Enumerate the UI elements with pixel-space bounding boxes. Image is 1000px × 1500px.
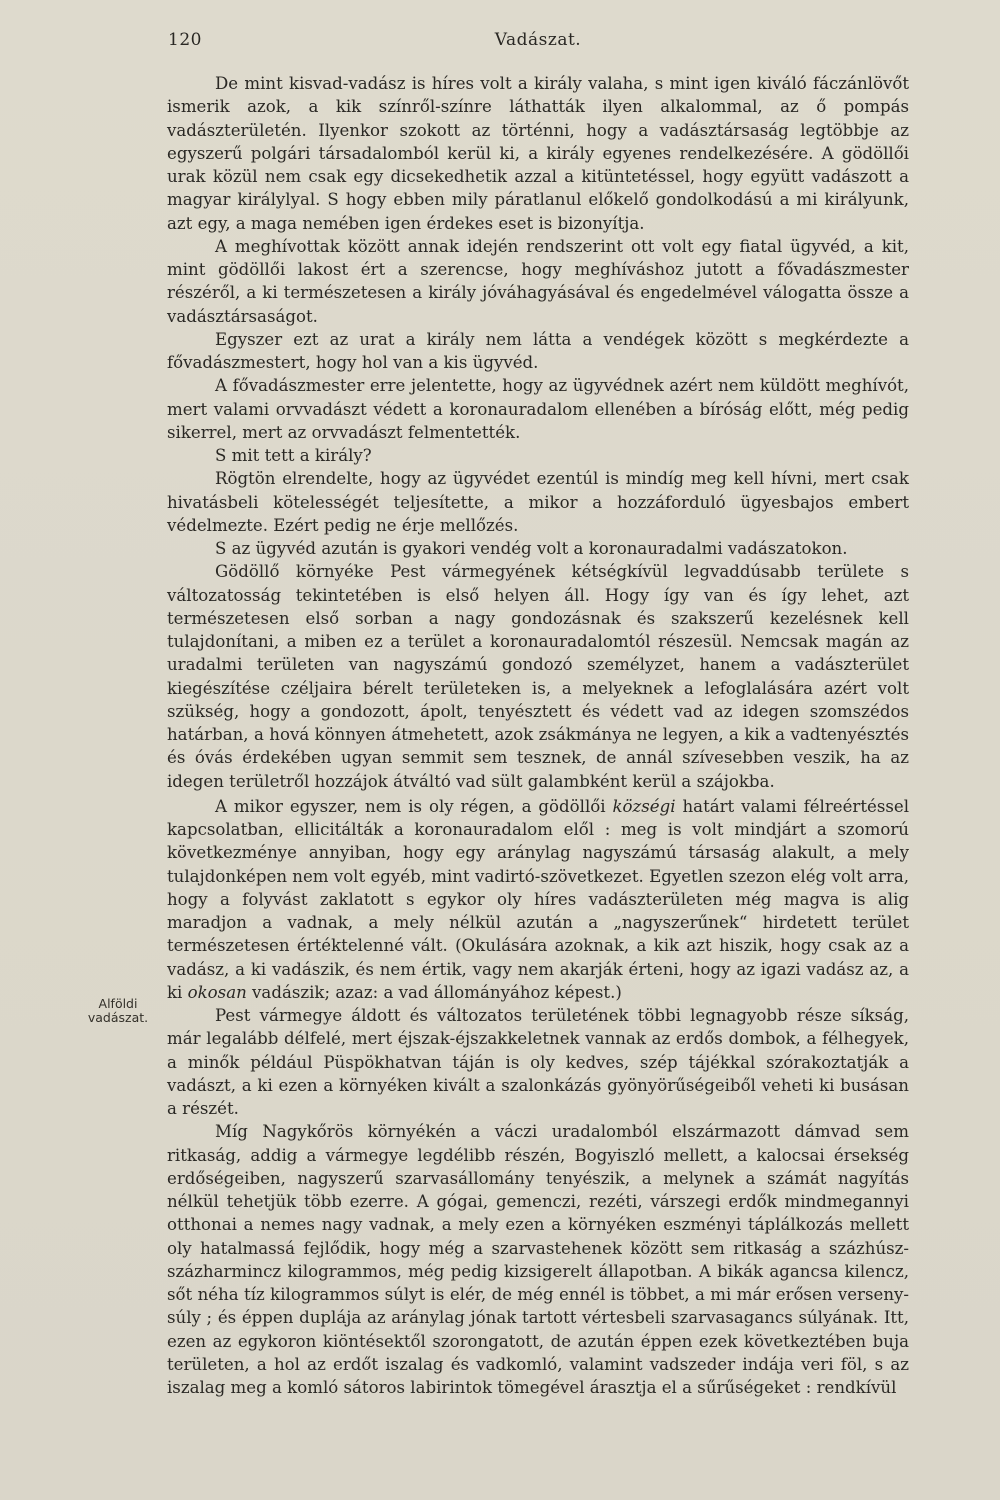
paragraph-text: vadászik; azaz: a vad állományához képest.) xyxy=(246,982,622,1002)
emphasis-text: okosan xyxy=(187,982,247,1002)
paragraph: A meghívottak között annak idején rendszerint ott volt egy fiatal ügyvéd, a kit, mint gödöllői lakost ért a szerencse, hogy meghíváshoz jutott a fővadászmester részéről, a ki természetesen a király jóváhagyásával és engedelmével válogatta össze a vadásztársaságot. xyxy=(167,236,909,326)
paragraph: Míg Nagykőrös környékén a váczi uradalomból elszármazott dámvad sem ritkaság, addig a vármegye legdélibb részén, Bogyiszló mellett, a kalocsai érsekség erdőségeiben, nagyszerű szarvasállomány tenyészik, a melynek a számát nagyítás nélkül tehetjük több ezerre. A gógai, gemenczi, rezéti, várszegi erdők mindmegannyi otthonai a nemes nagy vadnak, a mely ezen a környéken eszményi táplálkozás mellett oly hatalmassá fejlődik, hogy még a szarvastehenek között sem ritkaság a százhúsz-százharmincz kilogrammos, még pedig kizsigerelt állapotban. A bikák agancsa kilencz, sőt néha tíz kilogrammos súlyt is elér, de még ennél is többet, a mi már erősen verseny-súly ; és éppen duplája az aránylag jónak tartott vértesbeli szarvasagancs súlyának. Itt, ezen az egykoron kiöntésektől szorongatott, de azután éppen ezek következtében buja területen, a hol az erdőt iszalag és vadkomló, valamint vadszeder indája veri föl, s az iszalag meg a komló sátoros labirintok tömegével árasztja el a sűrűségeket : rendkívül xyxy=(167,1122,909,1397)
paragraph: De mint kisvad-vadász is híres volt a király valaha, s mint igen kiváló fáczánlövőt ismerik azok, a kik színről-színre láthatták ilyen alkalommal, az ő pompás vadászterületén. Ilyenkor szokott az történni, hogy a vadásztársaság legtöbbje az egyszerű polgári társadalomból kerül ki, a király egyenes rendelkezésére. A gödöllői urak közül nem csak egy dicsekedhetik azzal a kitüntetéssel, hogy együtt vadászott a magyar királylyal. S hogy ebben mily páratlanul előkelő gondolkodású a mi királyunk, azt egy, a maga nemében igen érdekes eset is bizonyítja. xyxy=(167,74,909,233)
paragraph: S mit tett a király? xyxy=(215,446,372,465)
paragraph: A fővadászmester erre jelentette, hogy az ügyvédnek azért nem küldött meghívót, mert valami orvvadászt védett a koronauradalom ellenében a bíróság előtt, még pedig sikerrel, mert az orvvadászt felmentették. xyxy=(167,376,909,442)
body-text xyxy=(167,72,909,1399)
paragraph: Egyszer ezt az urat a király nem látta a vendégek között s megkérdezte a fővadászmestert, hogy hol van a kis ügyvéd. xyxy=(167,329,909,372)
paragraph xyxy=(167,795,909,1004)
margin-note-line: Alföldi xyxy=(98,996,138,1011)
paragraph: Gödöllő környéke Pest vármegyének kétségkívül legvaddúsabb területe s változatosság tekintetében is első helyen áll. Hogy így van és így lehet, azt természetesen első sorban a nagy gondozásnak és szakszerű kezelésnek kell tulajdonítani, a miben ez a terület a koronauradalomtól részesül. Nemcsak magán az uradalmi területen van nagyszámú gondozó személyzet, hanem a vadászterület kiegészítése czéljaira bérelt területeken is, a melyeknek a lefoglalására azért volt szükség, hogy a gondozott, ápolt, tenyésztett és védett vad az idegen szomszédos határban, a hová könnyen átmehetett, azok zsákmánya ne legyen, a kik a vadtenyésztés és óvás érdekében ugyan semmit sem tesznek, de annál szívesebben veszik, ha az idegen területről hozzájok átváltó vad sült galambként kerül a szájokba. xyxy=(167,562,909,791)
running-head xyxy=(168,30,908,54)
emphasis-text: községi xyxy=(612,796,676,816)
paragraph: Rögtön elrendelte, hogy az ügyvédet ezentúl is mindíg meg kell hívni, mert csak hivatásbeli kötelességét teljesítette, a mikor a hozzáforduló ügyesbajos embert védelmezte. Ezért pedig ne érje mellőzés. xyxy=(167,469,909,535)
paragraph: S az ügyvéd azután is gyakori vendég volt a koronauradalmi vadászatokon. xyxy=(215,539,848,558)
page-number: 120 xyxy=(168,30,202,50)
margin-note-line: vadászat. xyxy=(87,1010,149,1025)
margin-note xyxy=(78,997,158,1025)
running-title: Vadászat. xyxy=(494,30,582,50)
paragraph: Pest vármegye áldott és változatos területének többi legnagyobb része síkság, már legalább délfelé, mert éjszak-éjszakkeletnek vannak az erdős dombok, a félhegyek, a minők például Püspökhatvan táján is oly kedves, szép tájékkal szórakoztatják a vadászt, a ki ezen a környéken kivált a szalonkázás gyönyörűségeiből veheti ki busásan a részét. xyxy=(167,1006,909,1118)
paragraph-text: határt valami félreértéssel kapcsolatban, ellicitálták a koronauradalom elől : meg is volt mindjárt a szomorú következménye annyiban, hogy egy aránylag nagyszámú társaság alakult, a mely tulajdonképen nem volt egyéb, mint vadirtó-szövetkezet. Egyetlen szezon elég volt arra, hogy a folyvást zaklatott s egykor oly híres vadászterületen még magva is alig maradjon a vadnak, a mely nélkül azután a „nagyszerűnek“ hirdetett terület természetesen értéktelenné vált. (Okulására azoknak, a kik azt hiszik, hogy csak az a vadász, a ki vadászik, és nem értik, vagy nem akarják érteni, hogy az igazi vadász az, a ki xyxy=(167,796,909,1002)
paragraph-text: A mikor egyszer, nem is oly régen, a gödöllői xyxy=(215,796,613,816)
